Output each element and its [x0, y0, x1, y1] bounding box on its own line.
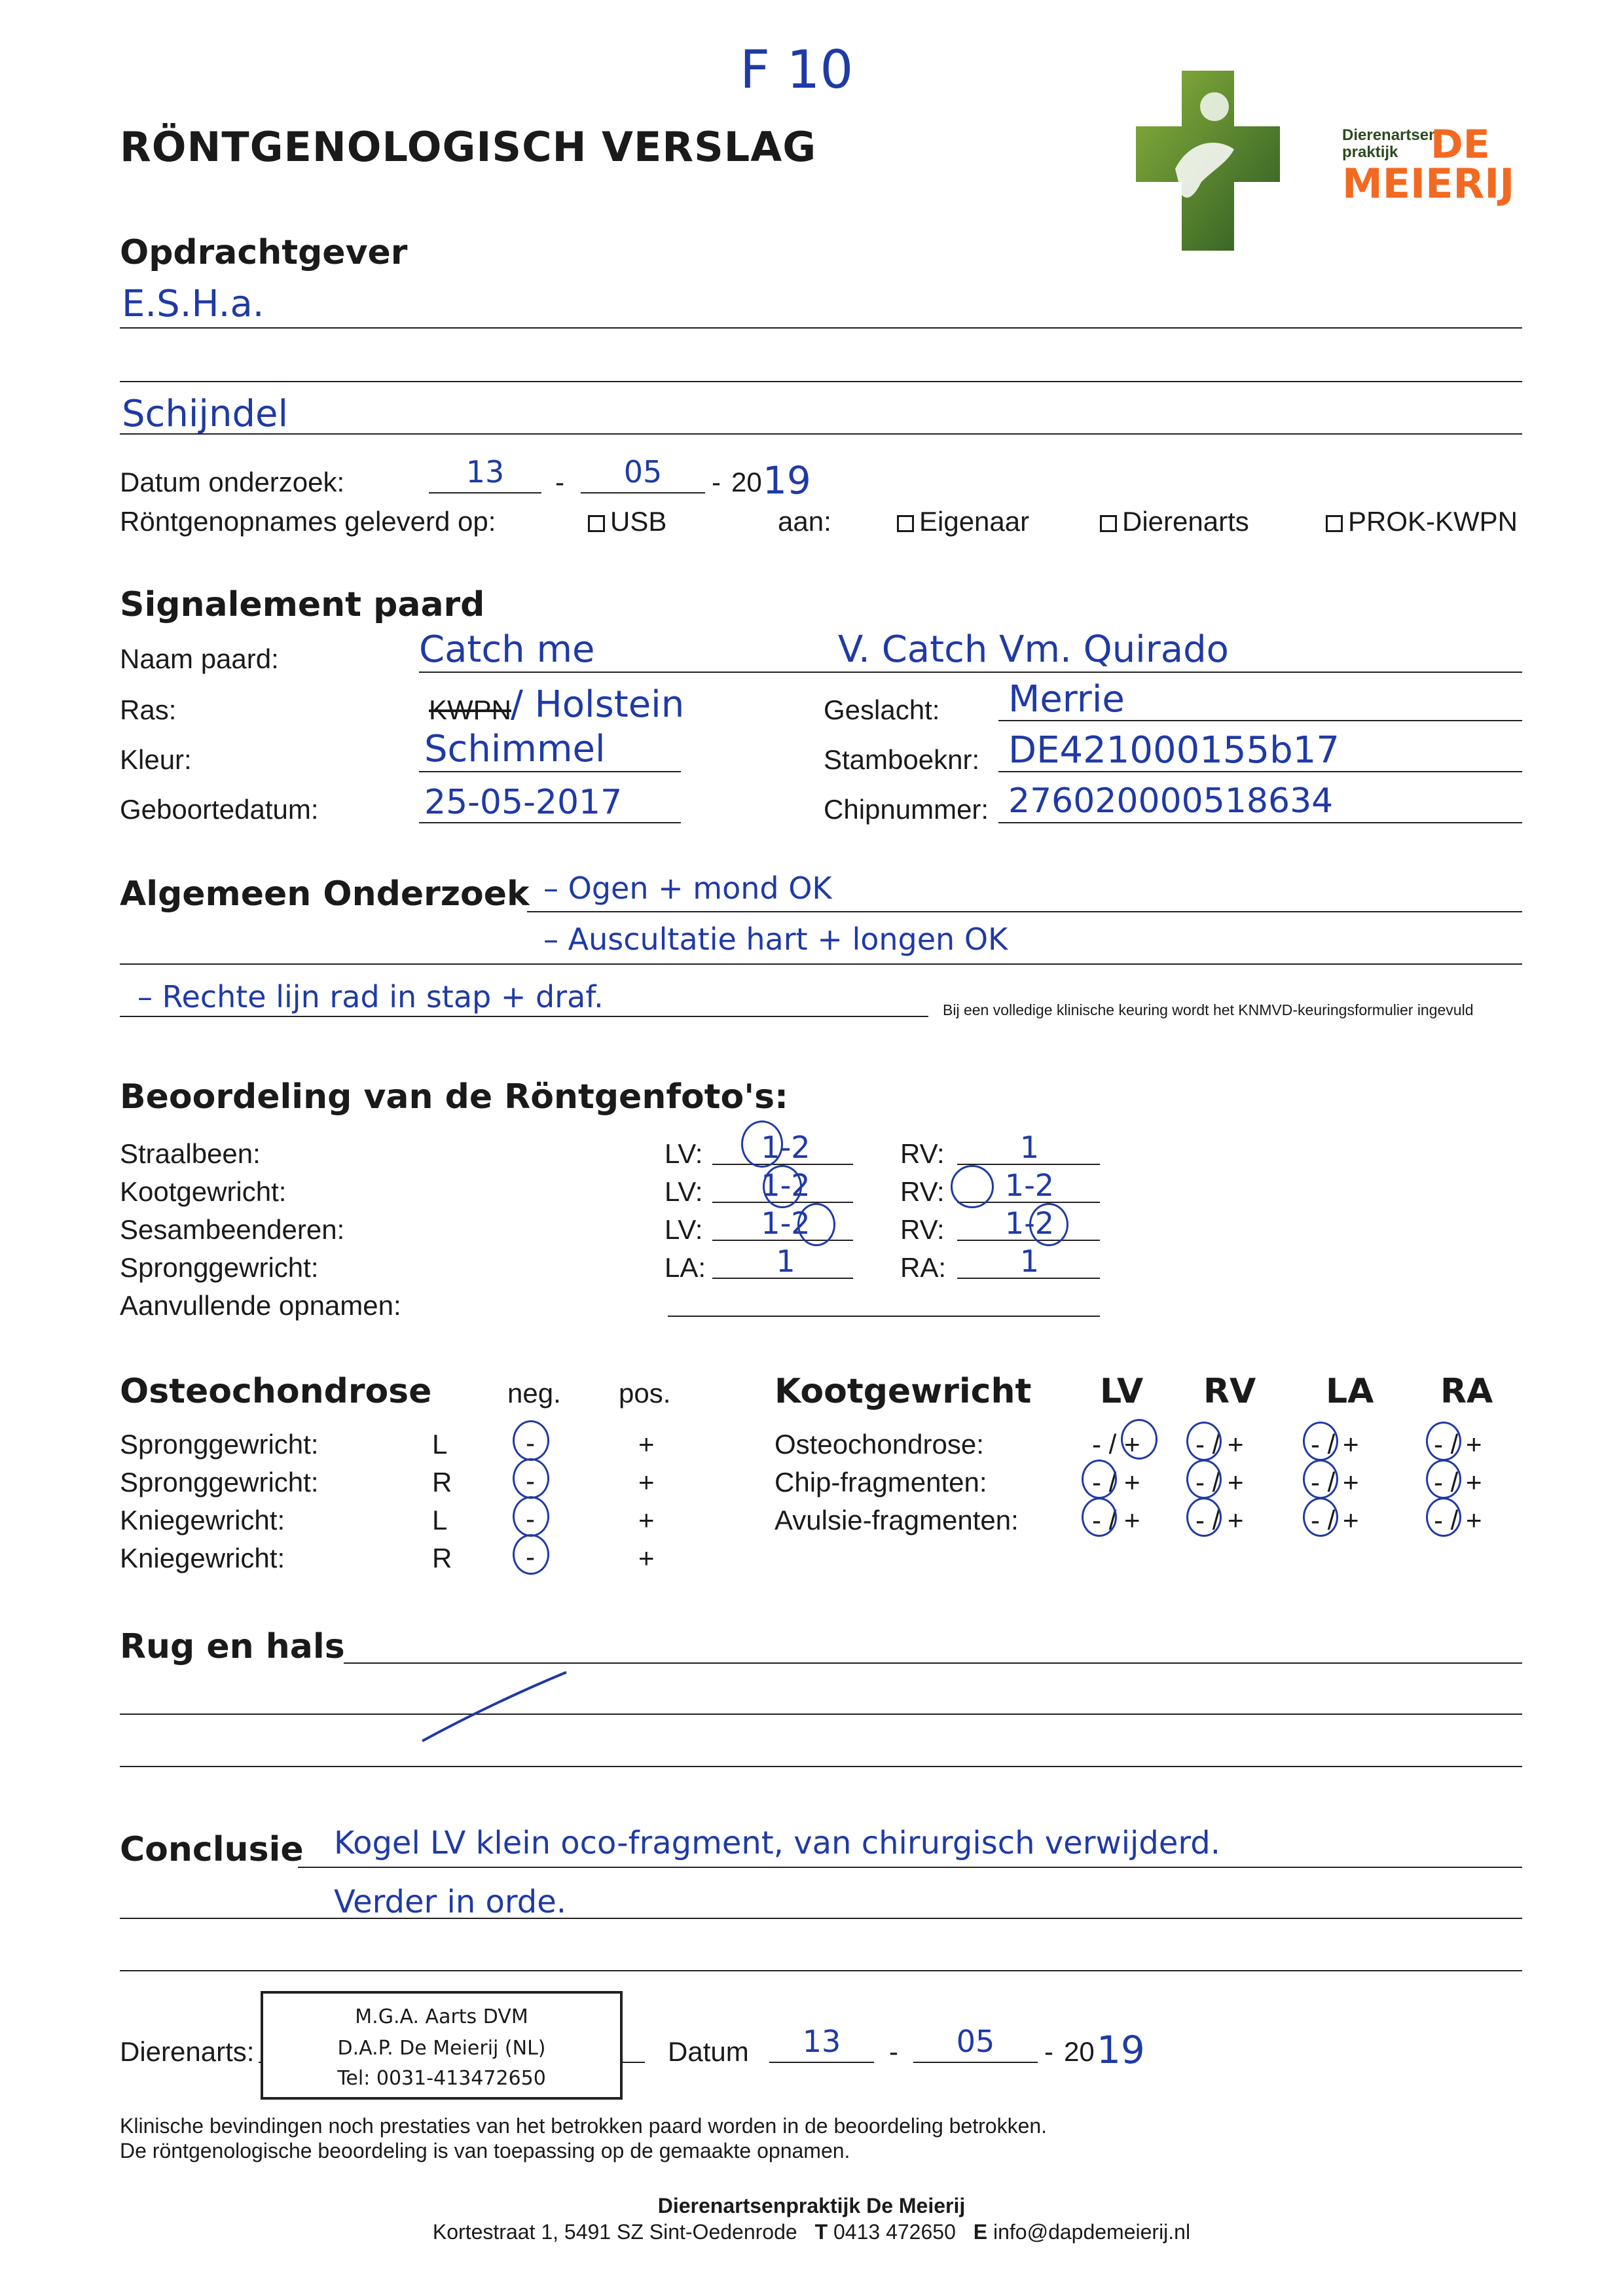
grade-circle-icon: [763, 1165, 802, 1208]
neg-circle-icon: [1186, 1498, 1222, 1537]
datum-year-prefix: 20: [731, 467, 762, 497]
ras-value: / Holstein: [511, 683, 685, 726]
signature-day: 13: [802, 2024, 841, 2059]
stamboek-label: Stamboeknr:: [824, 744, 980, 775]
kootgewricht-r-value: 1-2: [1004, 1168, 1055, 1203]
sesambeenderen-l-label: LV:: [665, 1214, 703, 1245]
neg-circle-icon: [1082, 1498, 1117, 1537]
spronggewricht-label: Spronggewricht:: [120, 1252, 319, 1283]
field-line: [120, 381, 1522, 382]
field-line: [998, 771, 1522, 772]
sesambeenderen-l-value: 1-2: [761, 1206, 811, 1241]
logo-text-small2: praktijk: [1342, 143, 1398, 162]
kootgewricht-col-ra: RA: [1440, 1372, 1493, 1411]
field-line: [429, 492, 541, 493]
disclaimer-line-1: Klinische bevindingen noch prestaties van het betrokken paard worden in de beoordeling betrokken.: [120, 2114, 1048, 2138]
datum-sep: -: [555, 467, 564, 497]
logo-text-small: Dierenartsen: [1342, 126, 1438, 144]
grade-circle-icon: [1029, 1203, 1068, 1246]
naam-value: Catch me: [419, 628, 595, 671]
algemeen-heading: Algemeen Onderzoek: [120, 874, 530, 914]
field-line: [419, 771, 681, 772]
field-line: [769, 2062, 874, 2063]
koot-cell: - / +: [1311, 1505, 1359, 1535]
koot-cell: - / +: [1311, 1429, 1359, 1460]
logo-cross-icon: [1136, 71, 1280, 251]
vet-stamp: [261, 1991, 623, 2100]
file-annotation: F 10: [740, 39, 854, 100]
neg-circle-icon: [513, 1496, 549, 1537]
stamboek-value: DE421000155b17: [1008, 729, 1340, 772]
logo-name: MEIERIJ: [1342, 160, 1515, 207]
field-line: [120, 327, 1522, 329]
algemeen-footnote: Bij een volledige klinische keuring wordt het KNMVD-keuringsformulier ingevuld: [943, 1001, 1474, 1018]
osteo-row-side: R: [432, 1467, 452, 1498]
algemeen-note-1: – Ogen + mond OK: [543, 870, 832, 906]
signature-year-prefix: 20: [1064, 2036, 1095, 2067]
checkbox-eigenaar[interactable]: [897, 515, 914, 532]
osteo-row-pos: +: [638, 1429, 655, 1460]
field-line: [527, 911, 1522, 912]
osteo-row-label: Spronggewricht:: [120, 1467, 319, 1498]
field-line: [419, 672, 1522, 673]
signature-sep: -: [889, 2036, 898, 2067]
opdrachtgever-name: E.S.H.a.: [122, 283, 264, 325]
stamp-line-1: M.G.A. Aarts DVM: [355, 2005, 528, 2028]
field-line: [913, 2062, 1038, 2063]
kootgewricht-heading: Kootgewricht: [775, 1372, 1032, 1411]
koot-cell: - / +: [1195, 1505, 1244, 1535]
koot-cell: - / +: [1092, 1505, 1140, 1535]
osteo-row-label: Kniegewricht:: [120, 1543, 285, 1573]
footer-address: Kortestraat 1, 5491 SZ Sint-Oedenrode: [432, 2220, 797, 2244]
ras-struck: KWPN: [429, 694, 511, 725]
pos-circle-icon: [1121, 1419, 1158, 1460]
field-line: [344, 1662, 1522, 1664]
osteo-row-neg: -: [526, 1465, 535, 1496]
sesambeenderen-label: Sesambeenderen:: [120, 1214, 345, 1245]
checkbox-dierenarts[interactable]: [1100, 515, 1117, 532]
strike-line-icon: [419, 1669, 570, 1748]
osteo-row-side: L: [432, 1505, 448, 1535]
spronggewricht-l-label: LA:: [665, 1252, 706, 1283]
algemeen-note-3: – Rechte lijn rad in stap + draf.: [137, 979, 604, 1014]
koot-cell: - / +: [1311, 1467, 1359, 1498]
checkbox-prok-kwpn[interactable]: [1326, 515, 1343, 532]
field-line: [120, 1918, 1522, 1919]
koot-cell: - / +: [1434, 1505, 1482, 1535]
koot-cell: - / +: [1092, 1467, 1140, 1498]
kootgewricht-r-label: RV:: [900, 1176, 945, 1207]
signature-sep: -: [1044, 2036, 1053, 2067]
naam-extra: V. Catch Vm. Quirado: [838, 628, 1229, 671]
prok-option[interactable]: PROK-KWPN: [1326, 508, 1518, 535]
osteo-row-pos: +: [638, 1543, 655, 1573]
osteo-row-pos: +: [638, 1467, 655, 1498]
spronggewricht-r-label: RA:: [900, 1252, 947, 1283]
pos-header: pos.: [619, 1378, 671, 1408]
neg-circle-icon: [1303, 1422, 1338, 1461]
field-line: [957, 1278, 1100, 1279]
datum-year-suffix: 19: [763, 458, 811, 503]
dierenarts-label: Dierenarts:: [120, 2036, 255, 2067]
checkbox-usb[interactable]: [588, 515, 605, 532]
field-line: [120, 1970, 1522, 1971]
datum-month: 05: [623, 454, 663, 490]
kootgewricht-label: Kootgewricht:: [120, 1176, 287, 1207]
koot-cell: - / +: [1195, 1467, 1244, 1498]
neg-circle-icon: [513, 1534, 549, 1575]
grade-circle-icon: [951, 1165, 994, 1208]
footer-phone: 0413 472650: [833, 2220, 956, 2244]
chip-label: Chipnummer:: [824, 794, 989, 825]
footer-name: Dierenartsenpraktijk De Meierij: [657, 2194, 966, 2217]
kleur-value: Schimmel: [424, 728, 606, 770]
field-line: [581, 492, 705, 493]
beoordeling-heading: Beoordeling van de Röntgenfoto's:: [120, 1077, 788, 1117]
straalbeen-r-label: RV:: [900, 1138, 945, 1169]
stamp-line-2: D.A.P. De Meierij (NL): [337, 2037, 546, 2060]
neg-header: neg.: [507, 1378, 561, 1408]
field-line: [120, 433, 1522, 435]
datum-day: 13: [465, 454, 505, 490]
kootgewricht-col-la: LA: [1326, 1372, 1374, 1411]
osteo-row-pos: +: [638, 1505, 655, 1535]
osteo-row-side: R: [432, 1543, 452, 1573]
neg-circle-icon: [1426, 1460, 1461, 1499]
field-line: [668, 1316, 1100, 1317]
field-line: [120, 1713, 1522, 1715]
neg-circle-icon: [513, 1420, 549, 1461]
conclusie-line-1: Kogel LV klein oco-fragment, van chirurgisch verwijderd.: [334, 1825, 1220, 1861]
field-line: [419, 822, 681, 823]
geslacht-value: Merrie: [1008, 678, 1125, 721]
neg-circle-icon: [1426, 1498, 1461, 1537]
neg-circle-icon: [1303, 1498, 1338, 1537]
kootgewricht-col-rv: RV: [1203, 1372, 1256, 1411]
footer-t-label: T: [814, 2220, 828, 2244]
straalbeen-l-label: LV:: [665, 1138, 703, 1169]
neg-circle-icon: [1303, 1460, 1338, 1499]
stamp-line-3: Tel: 0031-413472650: [337, 2067, 546, 2090]
sesambeenderen-r-value: 1-2: [1004, 1206, 1055, 1241]
usb-option[interactable]: USB: [588, 508, 666, 535]
grade-circle-icon: [797, 1203, 835, 1246]
field-line: [957, 1164, 1100, 1165]
straalbeen-r-value: 1: [1019, 1130, 1040, 1165]
aan-label: aan:: [778, 506, 831, 537]
field-line: [120, 963, 1522, 965]
field-line: [712, 1240, 853, 1241]
ras-label: Ras:: [120, 694, 177, 725]
osteochondrose-heading: Osteochondrose: [120, 1372, 432, 1411]
disclaimer-line-2: De röntgenologische beoordeling is van toepassing op de gemaakte opnamen.: [120, 2139, 850, 2162]
osteo-row-neg: -: [526, 1503, 535, 1534]
kleur-label: Kleur:: [120, 744, 192, 775]
osteo-row-neg: -: [526, 1541, 535, 1572]
eigenaar-option[interactable]: Eigenaar: [897, 508, 1029, 535]
spronggewricht-l-value: 1: [776, 1244, 795, 1279]
signature-month: 05: [956, 2024, 995, 2059]
geboorte-label: Geboortedatum:: [120, 794, 319, 825]
datum-sep: -: [712, 467, 721, 497]
neg-circle-icon: [1186, 1460, 1222, 1499]
datum-label: Datum onderzoek:: [120, 467, 345, 497]
algemeen-note-2: – Auscultatie hart + longen OK: [543, 922, 1008, 957]
field-line: [712, 1278, 853, 1279]
geslacht-label: Geslacht:: [824, 694, 940, 725]
straalbeen-l-value: 1-2: [761, 1130, 811, 1165]
neg-circle-icon: [1082, 1460, 1117, 1499]
spronggewricht-r-value: 1: [1019, 1244, 1040, 1279]
aanvullende-label: Aanvullende opnamen:: [120, 1290, 401, 1321]
geboorte-value: 25-05-2017: [424, 783, 623, 822]
koot-row-label: Osteochondrose:: [775, 1429, 984, 1460]
grade-circle-icon: [741, 1121, 783, 1168]
field-line: [298, 1867, 1522, 1868]
field-line: [998, 822, 1522, 823]
sesambeenderen-r-label: RV:: [900, 1214, 945, 1245]
field-line: [120, 1766, 1522, 1767]
field-line: [998, 720, 1522, 721]
osteo-row-label: Kniegewricht:: [120, 1505, 285, 1535]
field-line: [957, 1240, 1100, 1241]
koot-cell: - / +: [1434, 1429, 1482, 1460]
rug-heading: Rug en hals: [120, 1627, 345, 1666]
conclusie-heading: Conclusie: [120, 1830, 304, 1869]
opdrachtgever-city: Schijndel: [122, 393, 288, 435]
signalement-heading: Signalement paard: [120, 585, 485, 624]
osteo-row-neg: -: [526, 1427, 535, 1458]
kootgewricht-l-value: 1-2: [761, 1168, 811, 1203]
dierenarts-option[interactable]: Dierenarts: [1100, 508, 1249, 535]
koot-row-label: Avulsie-fragmenten:: [775, 1505, 1019, 1535]
conclusie-line-2: Verder in orde.: [334, 1884, 567, 1920]
kootgewricht-l-label: LV:: [665, 1176, 703, 1207]
chip-value: 276020000518634: [1008, 781, 1334, 821]
koot-row-label: Chip-fragmenten:: [775, 1467, 987, 1498]
koot-cell: - / +: [1195, 1429, 1244, 1460]
neg-circle-icon: [1186, 1422, 1222, 1461]
kootgewricht-col-lv: LV: [1100, 1372, 1144, 1411]
field-line: [120, 1016, 928, 1017]
osteo-row-label: Spronggewricht:: [120, 1429, 319, 1460]
neg-circle-icon: [1426, 1422, 1461, 1461]
footer-e-label: E: [973, 2220, 988, 2244]
page-title: RÖNTGENOLOGISCH VERSLAG: [120, 123, 817, 171]
koot-cell: - / +: [1092, 1429, 1140, 1460]
footer-email[interactable]: info@dapdemeierij.nl: [993, 2220, 1191, 2244]
osteo-row-side: L: [432, 1429, 448, 1460]
logo-de: DE: [1431, 122, 1490, 168]
koot-cell: - / +: [1434, 1467, 1482, 1498]
footer-contact: [0, 2220, 1623, 2244]
naam-label: Naam paard:: [120, 643, 279, 674]
straalbeen-label: Straalbeen:: [120, 1138, 261, 1169]
signature-datum-label: Datum: [668, 2036, 749, 2067]
neg-circle-icon: [513, 1458, 549, 1499]
opdrachtgever-heading: Opdrachtgever: [120, 233, 408, 272]
delivery-label: Röntgenopnames geleverd op:: [120, 506, 496, 537]
signature-year-suffix: 19: [1097, 2028, 1145, 2072]
